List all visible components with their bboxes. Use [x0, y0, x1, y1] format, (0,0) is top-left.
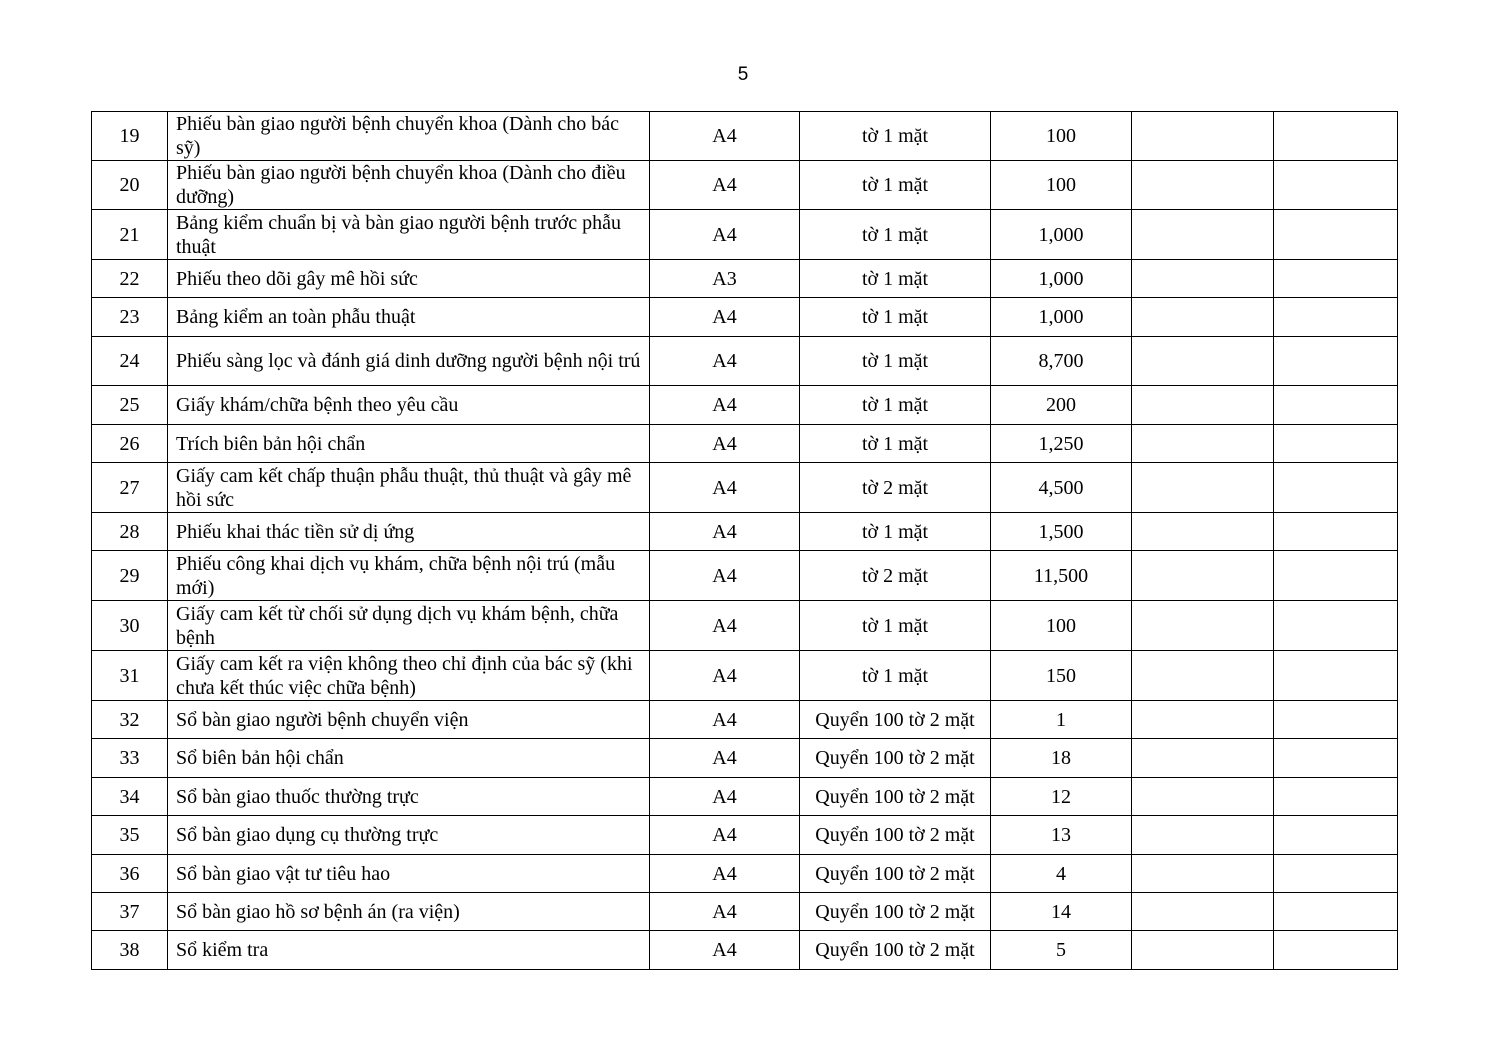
empty-cell: [1132, 112, 1274, 161]
form-name: Giấy khám/chữa bệnh theo yêu cầu: [168, 386, 650, 425]
empty-cell: [1274, 210, 1398, 260]
row-number: 34: [92, 778, 168, 816]
table-row: [92, 893, 1398, 931]
form-name: Sổ bàn giao thuốc thường trực: [168, 778, 650, 816]
quantity: 100: [991, 112, 1132, 161]
quantity: 18: [991, 739, 1132, 778]
row-number: 25: [92, 386, 168, 425]
form-name: Sổ bàn giao người bệnh chuyển viện: [168, 701, 650, 739]
table-row: [92, 551, 1398, 601]
quantity: 4: [991, 855, 1132, 893]
quantity: 12: [991, 778, 1132, 816]
page-number: 5: [737, 64, 749, 85]
empty-cell: [1132, 739, 1274, 778]
row-number: 22: [92, 260, 168, 298]
row-number: 31: [92, 651, 168, 701]
quantity: 14: [991, 893, 1132, 931]
table-row: [92, 651, 1398, 701]
empty-cell: [1274, 386, 1398, 425]
empty-cell: [1274, 701, 1398, 739]
empty-cell: [1132, 601, 1274, 651]
empty-cell: [1132, 931, 1274, 970]
form-name: Sổ bàn giao hồ sơ bệnh án (ra viện): [168, 893, 650, 931]
print-type: Quyển 100 tờ 2 mặt: [800, 778, 991, 816]
quantity: 1,000: [991, 298, 1132, 337]
empty-cell: [1274, 425, 1398, 463]
form-name: Phiếu bàn giao người bệnh chuyển khoa (Dành cho bác sỹ): [168, 112, 650, 161]
quantity: 13: [991, 816, 1132, 855]
empty-cell: [1132, 210, 1274, 260]
form-name: Phiếu khai thác tiền sử dị ứng: [168, 513, 650, 551]
table-row: [92, 855, 1398, 893]
empty-cell: [1274, 601, 1398, 651]
form-name: Sổ kiểm tra: [168, 931, 650, 970]
form-name: Giấy cam kết từ chối sử dụng dịch vụ khám bệnh, chữa bệnh: [168, 601, 650, 651]
empty-cell: [1132, 778, 1274, 816]
row-number: 23: [92, 298, 168, 337]
table-row: [92, 739, 1398, 778]
row-number: 37: [92, 893, 168, 931]
print-type: tờ 2 mặt: [800, 463, 991, 513]
form-name: Trích biên bản hội chẩn: [168, 425, 650, 463]
empty-cell: [1132, 161, 1274, 210]
empty-cell: [1132, 513, 1274, 551]
empty-cell: [1274, 778, 1398, 816]
paper-size: A4: [650, 210, 800, 260]
form-name: Giấy cam kết ra viện không theo chỉ định của bác sỹ (khi chưa kết thúc việc chữa bệnh): [168, 651, 650, 701]
empty-cell: [1274, 551, 1398, 601]
quantity: 1: [991, 701, 1132, 739]
paper-size: A4: [650, 931, 800, 970]
print-type: Quyển 100 tờ 2 mặt: [800, 701, 991, 739]
paper-size: A3: [650, 260, 800, 298]
row-number: 38: [92, 931, 168, 970]
print-type: tờ 1 mặt: [800, 298, 991, 337]
form-name: Giấy cam kết chấp thuận phẫu thuật, thủ thuật và gây mê hồi sức: [168, 463, 650, 513]
paper-size: A4: [650, 337, 800, 386]
table-row: [92, 298, 1398, 337]
row-number: 27: [92, 463, 168, 513]
quantity: 5: [991, 931, 1132, 970]
table-row: [92, 112, 1398, 161]
empty-cell: [1274, 112, 1398, 161]
empty-cell: [1132, 651, 1274, 701]
table-row: [92, 337, 1398, 386]
row-number: 30: [92, 601, 168, 651]
empty-cell: [1132, 298, 1274, 337]
form-name: Sổ biên bản hội chẩn: [168, 739, 650, 778]
empty-cell: [1274, 816, 1398, 855]
empty-cell: [1132, 463, 1274, 513]
paper-size: A4: [650, 893, 800, 931]
paper-size: A4: [650, 298, 800, 337]
print-type: tờ 1 mặt: [800, 425, 991, 463]
empty-cell: [1132, 386, 1274, 425]
form-name: Bảng kiểm chuẩn bị và bàn giao người bệnh trước phẫu thuật: [168, 210, 650, 260]
form-name: Sổ bàn giao vật tư tiêu hao: [168, 855, 650, 893]
paper-size: A4: [650, 386, 800, 425]
empty-cell: [1132, 260, 1274, 298]
quantity: 8,700: [991, 337, 1132, 386]
print-type: tờ 2 mặt: [800, 551, 991, 601]
form-name: Phiếu theo dõi gây mê hồi sức: [168, 260, 650, 298]
row-number: 26: [92, 425, 168, 463]
paper-size: A4: [650, 551, 800, 601]
table-row: [92, 210, 1398, 260]
table-row: [92, 601, 1398, 651]
quantity: 100: [991, 161, 1132, 210]
paper-size: A4: [650, 739, 800, 778]
paper-size: A4: [650, 112, 800, 161]
paper-size: A4: [650, 513, 800, 551]
row-number: 29: [92, 551, 168, 601]
row-number: 20: [92, 161, 168, 210]
print-type: tờ 1 mặt: [800, 337, 991, 386]
empty-cell: [1274, 931, 1398, 970]
quantity: 1,000: [991, 260, 1132, 298]
paper-size: A4: [650, 425, 800, 463]
quantity: 1,250: [991, 425, 1132, 463]
row-number: 21: [92, 210, 168, 260]
row-number: 19: [92, 112, 168, 161]
row-number: 24: [92, 337, 168, 386]
paper-size: A4: [650, 651, 800, 701]
form-name: Phiếu bàn giao người bệnh chuyển khoa (Dành cho điều dưỡng): [168, 161, 650, 210]
quantity: 100: [991, 601, 1132, 651]
table-row: [92, 425, 1398, 463]
table-row: [92, 161, 1398, 210]
empty-cell: [1132, 337, 1274, 386]
print-type: tờ 1 mặt: [800, 161, 991, 210]
table-row: [92, 463, 1398, 513]
table-body: [92, 112, 1398, 970]
row-number: 28: [92, 513, 168, 551]
form-name: Phiếu công khai dịch vụ khám, chữa bệnh nội trú (mẫu mới): [168, 551, 650, 601]
print-type: tờ 1 mặt: [800, 601, 991, 651]
empty-cell: [1274, 463, 1398, 513]
table-row: [92, 513, 1398, 551]
paper-size: A4: [650, 701, 800, 739]
empty-cell: [1274, 513, 1398, 551]
paper-size: A4: [650, 855, 800, 893]
quantity: 1,500: [991, 513, 1132, 551]
empty-cell: [1274, 260, 1398, 298]
quantity: 1,000: [991, 210, 1132, 260]
paper-size: A4: [650, 601, 800, 651]
empty-cell: [1274, 855, 1398, 893]
paper-size: A4: [650, 778, 800, 816]
empty-cell: [1132, 551, 1274, 601]
row-number: 35: [92, 816, 168, 855]
empty-cell: [1274, 161, 1398, 210]
row-number: 32: [92, 701, 168, 739]
print-type: tờ 1 mặt: [800, 651, 991, 701]
print-type: tờ 1 mặt: [800, 112, 991, 161]
quantity: 11,500: [991, 551, 1132, 601]
print-type: Quyển 100 tờ 2 mặt: [800, 816, 991, 855]
quantity: 150: [991, 651, 1132, 701]
quantity: 200: [991, 386, 1132, 425]
print-type: Quyển 100 tờ 2 mặt: [800, 893, 991, 931]
print-type: tờ 1 mặt: [800, 210, 991, 260]
print-type: Quyển 100 tờ 2 mặt: [800, 931, 991, 970]
print-type: tờ 1 mặt: [800, 386, 991, 425]
empty-cell: [1132, 425, 1274, 463]
print-type: tờ 1 mặt: [800, 513, 991, 551]
form-name: Sổ bàn giao dụng cụ thường trực: [168, 816, 650, 855]
print-type: Quyển 100 tờ 2 mặt: [800, 855, 991, 893]
empty-cell: [1274, 298, 1398, 337]
table-row: [92, 931, 1398, 970]
empty-cell: [1274, 739, 1398, 778]
empty-cell: [1274, 893, 1398, 931]
empty-cell: [1132, 893, 1274, 931]
forms-table: [91, 111, 1398, 970]
paper-size: A4: [650, 816, 800, 855]
row-number: 33: [92, 739, 168, 778]
form-name: Phiếu sàng lọc và đánh giá dinh dưỡng người bệnh nội trú: [168, 337, 650, 386]
table-row: [92, 778, 1398, 816]
empty-cell: [1132, 816, 1274, 855]
print-type: Quyển 100 tờ 2 mặt: [800, 739, 991, 778]
table-row: [92, 386, 1398, 425]
paper-size: A4: [650, 161, 800, 210]
quantity: 4,500: [991, 463, 1132, 513]
empty-cell: [1132, 701, 1274, 739]
row-number: 36: [92, 855, 168, 893]
table-row: [92, 816, 1398, 855]
empty-cell: [1274, 651, 1398, 701]
empty-cell: [1132, 855, 1274, 893]
empty-cell: [1274, 337, 1398, 386]
paper-size: A4: [650, 463, 800, 513]
table-row: [92, 701, 1398, 739]
form-name: Bảng kiểm an toàn phẫu thuật: [168, 298, 650, 337]
print-type: tờ 1 mặt: [800, 260, 991, 298]
table-row: [92, 260, 1398, 298]
